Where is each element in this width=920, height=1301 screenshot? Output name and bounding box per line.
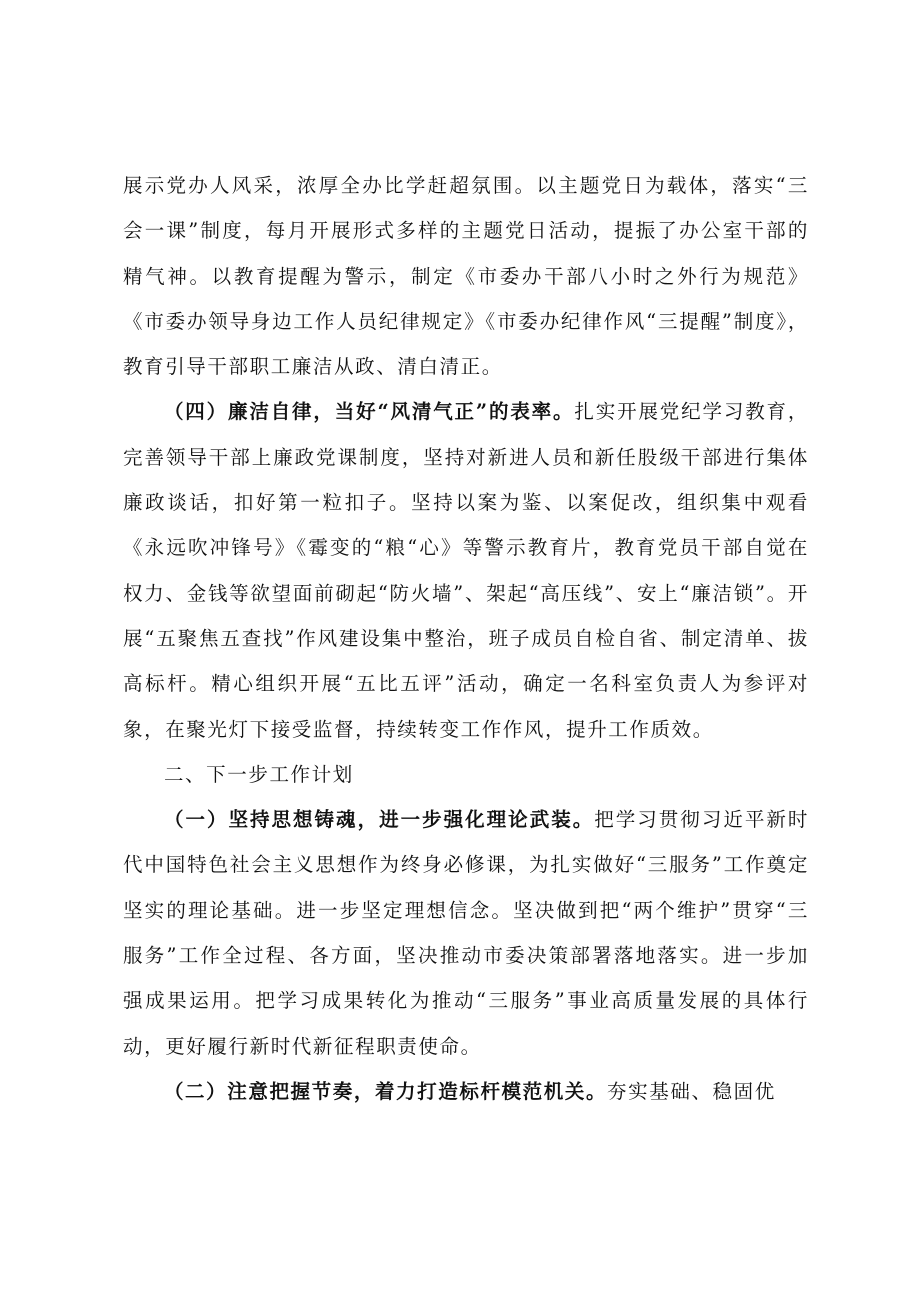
paragraph-text: 夯实基础、稳固优: [607, 1079, 776, 1103]
document-page: [123, 163, 809, 1114]
paragraph-integrity: [123, 389, 809, 751]
paragraph-theory: [123, 797, 809, 1069]
paragraph-text: 扎实开展党纪学习教育，完善领导干部上廉政党课制度，坚持对新进人员和新任股级干部进行集体廉政谈话，扣好第一粒扣子。坚持以案为鉴、以案促改，组织集中观看《永远吹冲锋号》《霉变的“粮“心》等警示教育片，教育党员干部自觉在权力、金钱等欲望面前砌起“防火墙”、架起“高压线”、安上“廉洁锁”。开展“五聚焦五查找”作风建设集中整治，班子成员自检自省、制定清单、拔高标杆。精心组织开展“五比五评”活动，确定一名科室负责人为参评对象，在聚光灯下接受监督，持续转变工作作风，提升工作质效。: [123, 400, 809, 741]
paragraph-rhythm: [123, 1069, 809, 1114]
paragraph-lead: （四）廉洁自律，当好“风清气正”的表率。: [163, 400, 575, 424]
section-heading: [123, 752, 809, 797]
paragraph-text: 展示党办人风采，浓厚全办比学赶超氛围。以主题党日为载体，落实“三会一课”制度，每月开展形式多样的主题党日活动，提振了办公室干部的精气神。以教育提醒为警示，制定《市委办干部八小时之外行为规范》《市委办领导身边工作人员纪律规定》《市委办纪律作风“三提醒”制度》，教育引导干部职工廉洁从政、清白清正。: [123, 174, 809, 379]
paragraph-text: 把学习贯彻习近平新时代中国特色社会主义思想作为终身必修课，为扎实做好“三服务”工作奠定坚实的理论基础。进一步坚定理想信念。坚决做到把“两个维护”贯穿“三服务”工作全过程、各方面，坚决推动市委决策部署落地落实。进一步加强成果运用。把学习成果转化为推动“三服务”事业高质量发展的具体行动，更好履行新时代新征程职责使命。: [123, 808, 809, 1058]
paragraph-lead: （一）坚持思想铸魂，进一步强化理论武装。: [163, 808, 595, 832]
section-heading-text: 二、下一步工作计划: [163, 762, 354, 786]
paragraph-lead: （二）注意把握节奏，着力打造标杆模范机关。: [163, 1079, 608, 1103]
paragraph-continuation: [123, 163, 809, 389]
